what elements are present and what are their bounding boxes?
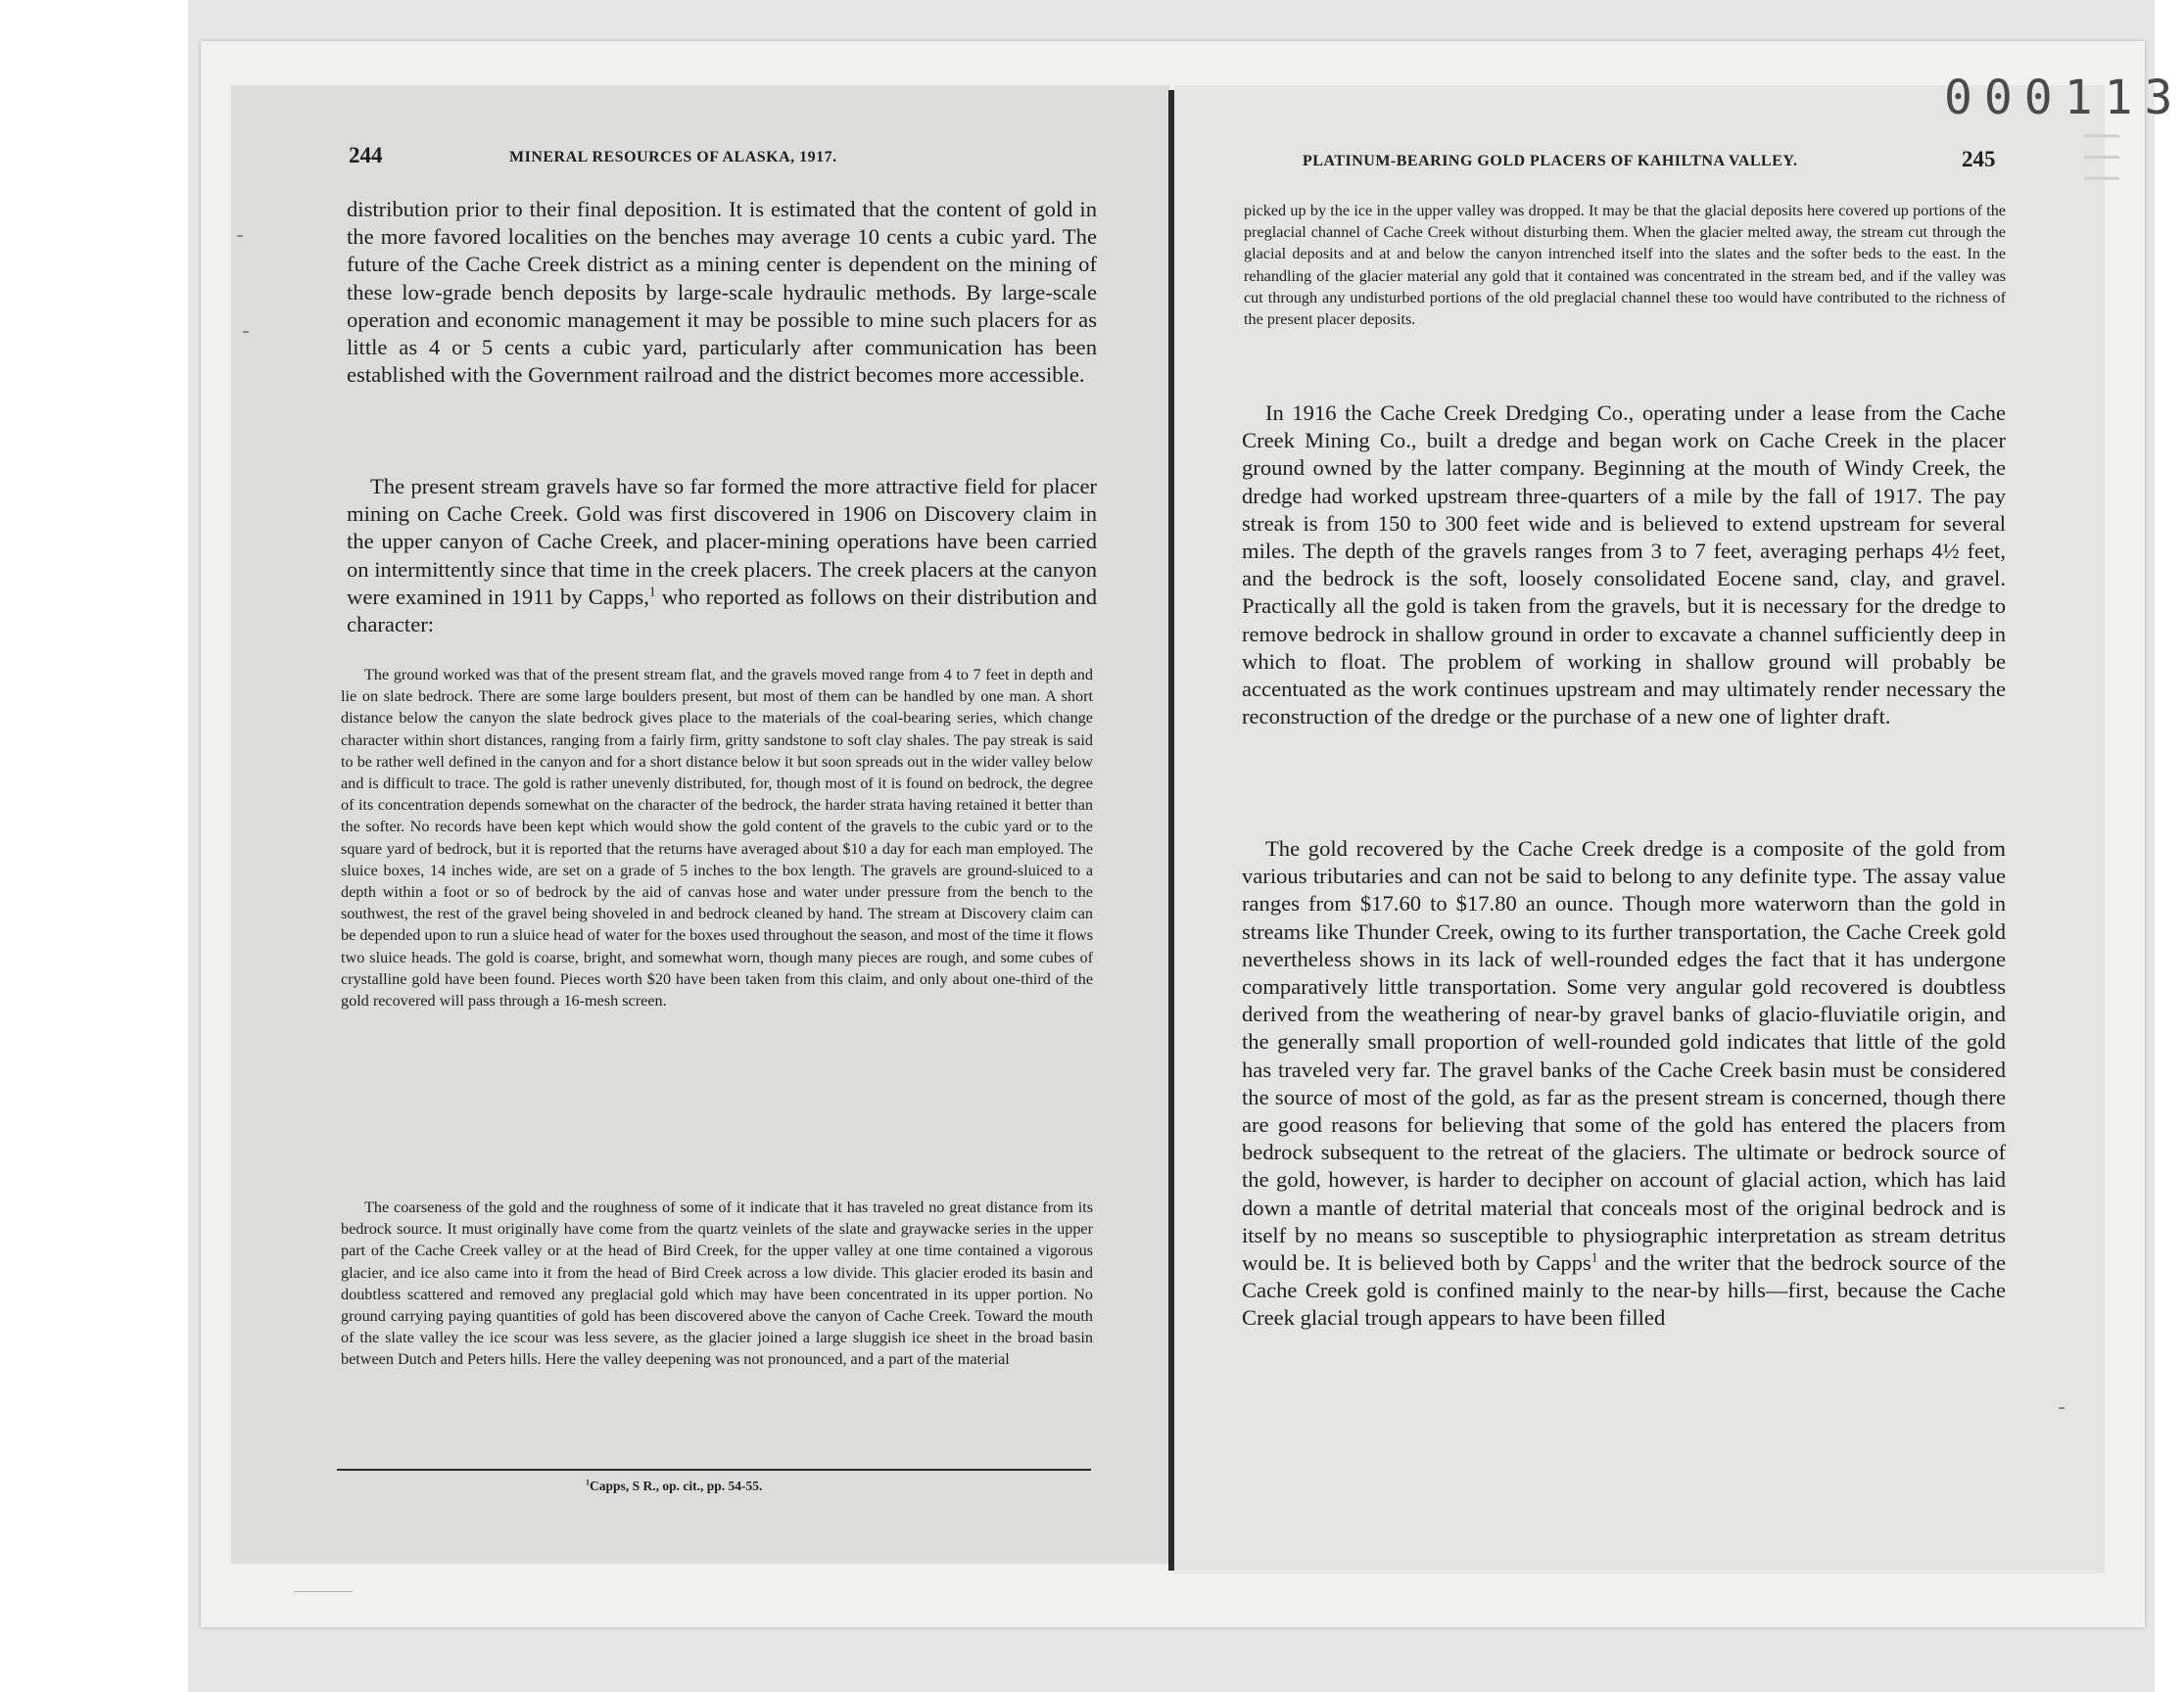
stamp-bleed-through-mark: ||| [2084,125,2124,190]
reference-mark: 1 [1591,1249,1598,1265]
left-paragraph-2: The present stream gravels have so far formed the more attractive field for placer mining on Cache Creek. Gold was first discovered in 1906 on Discovery claim in the upper canyon of Cache Creek, and placer-mining operations have been carried on intermittently since that time in the creek placers. The creek placers at the canyon were examined in 1911 by Capps,$^1$ who reported as follows on their distribution and character: [347,474,1097,637]
footnote-rule [337,1469,1091,1471]
left-paragraph-1: distribution prior to their final deposition. It is estimated that the content of gold in the more favored localities on the benches may average 10 cents a cubic yard. The future of the Cache Creek district as a mining center is dependent on the mining of these low-grade bench deposits by large-scale hydraulic methods. By large-scale operation and economic management it may be possible to mine such placers for as little as 4 or 5 cents a cubic yard, particularly after communication has been established with the Government railroad and the district becomes more accessible. [347,197,1097,388]
right-running-head: PLATINUM-BEARING GOLD PLACERS OF KAHILTNA VALLEY. [1303,153,1798,169]
right-paragraph-1: In 1916 the Cache Creek Dredging Co., operating under a lease from the Cache Creek Mining Co., built a dredge and began work on Cache Creek in the placer ground owned by the latter company. Beginning at the mouth of Windy Creek, the dredge had worked upstream three-quarters of a mile by the fall of 1917. The pay streak is from 150 to 300 feet wide and is believed to extend upstream for several miles. The depth of the gravels ranges from 3 to 7 feet, averaging perhaps 4½ feet, and the bedrock is the soft, loosely consolidated Eocene sand, clay, and gravel. Practically all the gold is taken from the gravels, but it is necessary for the dredge to remove bedrock in shallow ground in order to excavate a channel sufficiently deep in which to float. The problem of working in shallow ground will probably be accentuated as the work continues upstream and may ultimately render necessary the reconstruction of the dredge or the purchase of a new one of lighter draft. [1242,400,2006,729]
scan-speck [243,331,249,333]
left-page-number: 244 [349,143,383,167]
scan-speck [237,235,243,237]
scan-speck [2059,1407,2065,1409]
archive-stamp-number: 000113 [1944,70,2184,125]
left-running-head: MINERAL RESOURCES OF ALASKA, 1917. [509,149,837,165]
right-quote-continuation: picked up by the ice in the upper valley was dropped. It may be that the glacial deposits here covered up portions of the preglacial channel of Cache Creek without disturbing them. When the glacier melted away, the stream cut through the glacial deposits and at and below the canyon intrenched itself into the slates and the softer beds to the east. In the rehandling of the glacier material any gold that it contained was concentrated in the stream bed, and if the valley was cut through any undisturbed portions of the old preglacial channel these too would have contributed to the richness of the present placer deposits. [1244,202,2006,329]
reference-mark: 1 [648,584,656,599]
left-quote-paragraph-1: The ground worked was that of the present stream flat, and the gravels moved range from 4 to 7 feet in depth and lie on slate bedrock. There are some large boulders present, but most of them can be handled by one man. A short distance below the canyon the slate bedrock gives place to the materials of the coal-bearing series, which change character within short distances, ranging from a fairly firm, gritty sandstone to soft clay shales. The pay streak is said to be rather well defined in the canyon and for a short distance below it but soon spreads out in the wider valley below and is difficult to trace. The gold is rather unevenly distributed, for, though most of it is found on bedrock, the degree of its concentration depends somewhat on the character of the bedrock, the harder strata having retained it better than the softer. No records have been kept which would show the gold content of the gravels to the cubic yard or to the square yard of bedrock, but it is reported that the returns have averaged about $10 a day for each man employed. The sluice boxes, 14 inches wide, are set on a grade of 5 inches to the box length. The gravels are ground-sluiced to a depth within a foot or so of bedrock by the aid of canvas hose and water under pressure from the bench to the southwest, the rest of the gravel being shoveled in and bedrock cleaned by hand. The stream at Discovery claim can be depended upon to run a sluice head of water for the boxes used throughout the season, and most of the time it flows two sluice heads. The gold is coarse, bright, and somewhat worn, though many pieces are rough, and some cubes of crystalline gold have been found. Pieces worth $20 have been taken from this claim, and only about one-third of the gold recovered will pass through a 16-mesh screen. [341,666,1093,1010]
footnote: $^1$Capps, S R., op. cit., pp. 54-55. [586,1478,763,1493]
scan-smudge [294,1591,353,1592]
right-paragraph-2: The gold recovered by the Cache Creek dredge is a composite of the gold from various tributaries and can not be said to belong to any definite type. The assay value ranges from $17.60 to $17.80 an ounce. Though more waterworn than the gold in streams like Thunder Creek, owing to its further transportation, the Cache Creek gold nevertheless shows in its lack of well-rounded edges the fact that it has undergone comparatively little transportation. Some very angular gold recovered is doubtless derived from the weathering of near-by gravel banks of glacio-fluviatile origin, and the generally small proportion of well-rounded gold indicates that little of the gold has traveled very far. The gravel banks of the Cache Creek basin must be considered the source of most of the gold, as far as the present stream is concerned, though there are good reasons for believing that some of the gold has entered the placers from bedrock subsequent to the retreat of the glaciers. The ultimate or bedrock source of the gold, however, is harder to decipher on account of glacial action, which has laid down a mantle of detrital material that conceals most of the original bedrock and is itself by no means so susceptible to physiographic interpretation as stream detritus would be. It is believed both by Capps$^1$ and the writer that the bedrock source of the Cache Creek gold is confined mainly to the near-by hills—first, because the Cache Creek glacial trough appears to have been filled [1242,836,2006,1331]
right-page-number: 245 [1962,147,1996,171]
left-quote-paragraph-2: The coarseness of the gold and the roughness of some of it indicate that it has traveled no great distance from its bedrock source. It must originally have come from the quartz veinlets of the slate and graywacke series in the upper part of the Cache Creek valley or at the head of Bird Creek, for the upper valley at one time contained a vigorous glacier, and ice also came into it from the head of Bird Creek across a low divide. This glacier eroded its basin and doubtless scattered and removed any preglacial gold which may have been concentrated in its upper portion. No ground carrying paying quantities of gold has been discovered above the canyon of Cache Creek. Toward the mouth of the slate valley the ice scour was less severe, as the glacier joined a large sluggish ice sheet in the broad basin between Dutch and Peters hills. Here the valley deepening was not pronounced, and a part of the material [341,1198,1093,1369]
book-gutter [1168,90,1174,1571]
